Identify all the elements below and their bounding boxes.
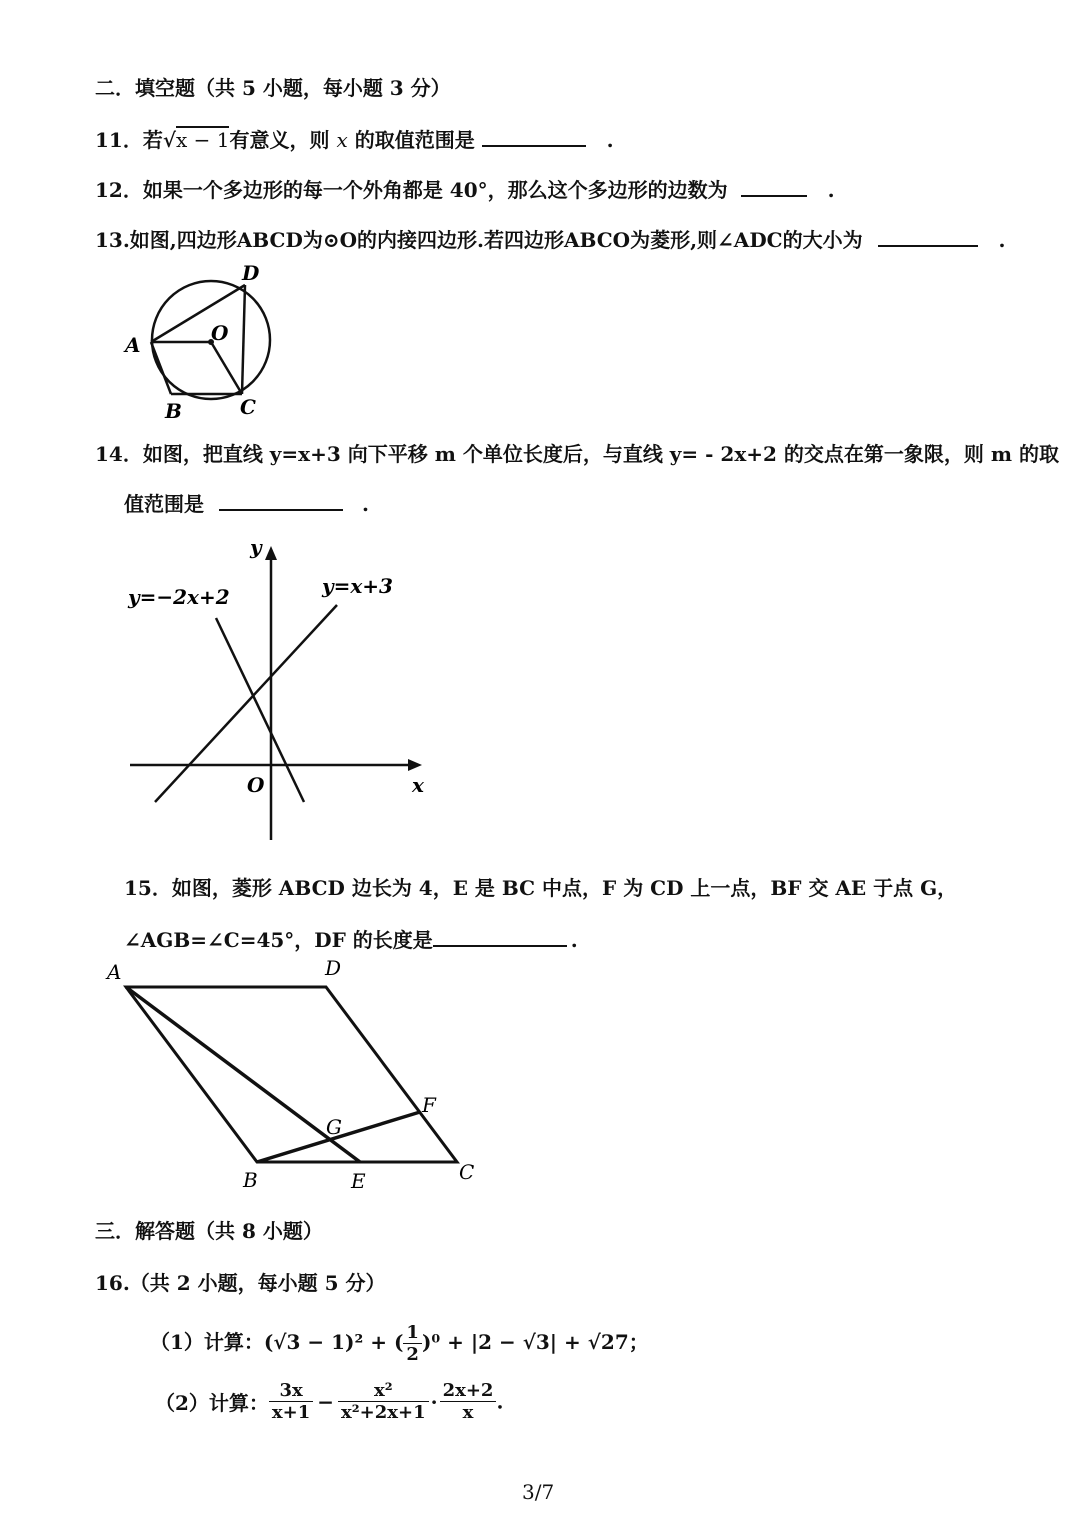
label-c: C (459, 1160, 475, 1184)
section-2-heading: 二．填空题（共 5 小题，每小题 3 分） (95, 76, 451, 100)
q11-var: x (336, 128, 348, 152)
question-16-part-1 (150, 1322, 649, 1365)
line2-label: y=x+3 (322, 574, 393, 598)
section-3-heading: 三．解答题（共 8 小题） (95, 1219, 323, 1243)
q16-text: （共 2 小题，每小题 5 分） (129, 1271, 386, 1295)
q16-p2-f2-num: x² (338, 1380, 429, 1402)
y-axis-arrow-icon (265, 546, 277, 560)
question-12 (95, 174, 835, 203)
q16-p2-f1-num: 3x (269, 1380, 313, 1402)
q16-p2-end: . (496, 1389, 504, 1414)
q12-text: 如果一个多边形的每一个外角都是 40°，那么这个多边形的边数为 (142, 178, 728, 202)
q16-p1-frac-num: 1 (403, 1322, 422, 1344)
q13-text: 如图,四边形ABCD为⊙O的内接四边形.若四边形ABCO为菱形,则∠ADC的大小为 (129, 228, 863, 252)
q15-rhombus-figure (95, 955, 495, 1195)
q16-p2-dot: · (430, 1389, 438, 1414)
q14-text2: 值范围是 (124, 492, 204, 516)
q11-sqrt-sign: √ (162, 128, 176, 152)
q11-radicand: x − 1 (176, 128, 230, 152)
q13-end: . (998, 228, 1006, 252)
q16-p2-minus: − (317, 1389, 335, 1414)
q15-answer-blank[interactable] (433, 925, 567, 947)
q11-number: 11． (95, 128, 143, 152)
q15-number: 15． (124, 876, 172, 900)
question-16-part-2 (155, 1380, 503, 1423)
label-a: A (107, 960, 122, 984)
label-b: B (165, 399, 182, 423)
q11-post: 有意义，则 (229, 128, 330, 152)
label-g: G (326, 1115, 342, 1139)
q11-pre: 若 (142, 128, 163, 152)
question-14 (95, 438, 1059, 467)
question-16 (95, 1267, 385, 1296)
q16-p2-f3-num: 2x+2 (440, 1380, 497, 1402)
q16-p1-fraction (403, 1322, 422, 1365)
segment-ad (151, 285, 245, 342)
label-d: D (325, 956, 342, 980)
line1-label: y=−2x+2 (128, 585, 230, 609)
q15-text: 如图，菱形 ABCD 边长为 4，E 是 BC 中点，F 为 CD 上一点，BF 交 AE 于点 G， (171, 876, 958, 900)
label-b: B (243, 1168, 258, 1192)
q11-tail: 的取值范围是 (354, 128, 475, 152)
line-y-x-plus-3 (155, 605, 337, 802)
q14-end: . (361, 492, 369, 516)
q16-p1-frac-den: 2 (406, 1344, 419, 1365)
origin-label: O (247, 773, 265, 797)
q16-p2-f3-den: x (462, 1402, 474, 1423)
y-axis-label: y (250, 535, 262, 559)
q14-graph (110, 530, 450, 845)
q16-p2-fraction-3 (440, 1380, 497, 1423)
q15-end: . (570, 928, 578, 952)
q16-p2-f2-den: x²+2x+1 (341, 1402, 426, 1423)
q16-p2-fraction-2 (338, 1380, 429, 1423)
segment-oc (211, 342, 242, 394)
question-14-line2 (124, 488, 369, 517)
label-d: D (242, 261, 260, 285)
q14-text: 如图，把直线 y=x+3 向下平移 m 个单位长度后，与直线 y= - 2x+2 的交点在第一象限，则 m 的取 (142, 442, 1059, 466)
q16-p1-label: （1）计算： (150, 1330, 264, 1354)
label-c: C (240, 395, 256, 419)
label-f: F (422, 1093, 436, 1117)
segment-ae (126, 987, 360, 1162)
rhombus-abcd (126, 987, 457, 1162)
q16-p1-expr: (√3 − 1)² + ( (263, 1330, 404, 1354)
q16-number: 16. (95, 1271, 130, 1295)
q12-answer-blank[interactable] (741, 175, 807, 197)
question-11 (95, 124, 614, 153)
q16-p2-label: （2）计算： (155, 1391, 269, 1415)
q11-answer-blank[interactable] (482, 125, 586, 147)
label-a: A (125, 333, 141, 357)
q15-text2: ∠AGB=∠C=45°，DF 的长度是 (124, 928, 433, 952)
x-axis-label: x (412, 773, 424, 797)
q16-p1-rest: )⁰ + |2 − √3| + √27； (421, 1330, 649, 1354)
q12-number: 12． (95, 178, 143, 202)
question-15-line2 (124, 924, 578, 953)
q16-p2-fraction-1 (269, 1380, 313, 1423)
page-number: 3/7 (522, 1480, 555, 1504)
q11-end: . (606, 128, 614, 152)
label-e: E (351, 1169, 366, 1193)
q13-circle-figure (115, 258, 290, 423)
q12-end: . (827, 178, 835, 202)
q13-answer-blank[interactable] (878, 225, 978, 247)
q14-answer-blank[interactable] (219, 489, 343, 511)
q14-number: 14． (95, 442, 143, 466)
segment-ab (151, 342, 171, 394)
question-13 (95, 224, 1006, 253)
q16-p2-f1-den: x+1 (271, 1402, 311, 1423)
segment-dc (242, 285, 245, 394)
question-15 (124, 872, 957, 901)
label-o: O (211, 321, 229, 345)
x-axis-arrow-icon (408, 759, 422, 771)
q13-number: 13. (95, 228, 130, 252)
